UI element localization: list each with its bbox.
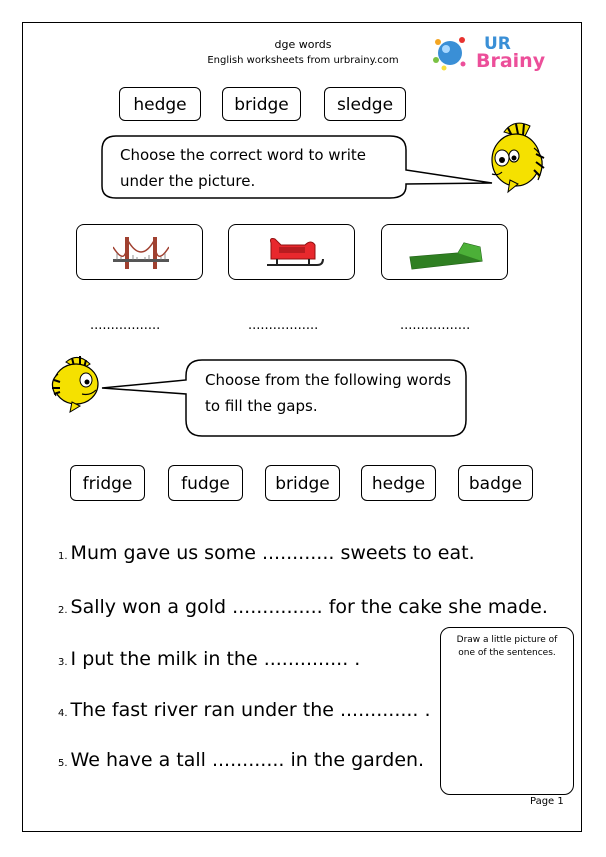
word-card-badge: badge: [458, 465, 533, 501]
sentence-text: The fast river ran under the ............. .: [70, 699, 431, 721]
picture-box-3: [381, 224, 508, 280]
page-title: dge words: [274, 38, 332, 51]
page-subtitle: English worksheets from urbrainy.com: [207, 55, 399, 66]
sentence-text: Mum gave us some ............ sweets to eat.: [70, 542, 475, 564]
hedge-icon: [408, 237, 484, 271]
sentence-5: [58, 749, 424, 771]
draw-box-line-1: Draw a little picture of: [456, 635, 558, 645]
page-number: Page 1: [530, 796, 564, 807]
sentence-3: [58, 648, 360, 670]
sentence-1: [58, 542, 475, 564]
speech-bubble-2: [100, 358, 470, 440]
sentence-number: 2.: [58, 605, 68, 616]
sentence-number: 1.: [58, 551, 68, 562]
word-card-sledge: sledge: [324, 87, 406, 121]
word-card-hedge: hedge: [119, 87, 201, 121]
word-card-bridge: bridge: [265, 465, 340, 501]
word-card-bridge: bridge: [222, 87, 301, 121]
word-card-hedge: hedge: [361, 465, 436, 501]
draw-box-line-2: one of the sentences.: [458, 648, 556, 658]
bubble-2-line-2: to fill the gaps.: [205, 397, 318, 415]
sledge-icon: [265, 235, 325, 271]
sentence-2: [58, 596, 548, 618]
bubble-1-line-2: under the picture.: [120, 172, 256, 190]
sentence-text: We have a tall ............ in the garden.: [70, 749, 425, 771]
urbrainy-logo: [430, 28, 550, 78]
sentence-text: Sally won a gold ............... for the cake she made.: [70, 596, 548, 618]
picture-box-2: [228, 224, 355, 280]
word-card-fridge: fridge: [70, 465, 145, 501]
bridge-icon: [113, 233, 169, 273]
bubble-1-line-1: Choose the correct word to write: [120, 146, 366, 164]
logo-text-bottom: Brainy: [476, 50, 546, 72]
picture-box-1: [76, 224, 203, 280]
answer-blank-3[interactable]: .................: [400, 318, 471, 333]
bubble-2-line-1: Choose from the following words: [205, 371, 452, 389]
sentence-number: 3.: [58, 657, 68, 668]
fish-mascot-icon: [46, 352, 104, 414]
speech-bubble-1: [100, 134, 520, 204]
sentence-number: 4.: [58, 708, 68, 719]
answer-blank-1[interactable]: .................: [90, 318, 161, 333]
fish-mascot-icon: [484, 118, 550, 198]
sentence-text: I put the milk in the .............. .: [70, 648, 361, 670]
answer-blank-2[interactable]: .................: [248, 318, 319, 333]
logo-text-top: UR: [484, 34, 511, 54]
sentence-number: 5.: [58, 758, 68, 769]
word-card-fudge: fudge: [168, 465, 243, 501]
draw-picture-box[interactable]: [440, 627, 574, 795]
sentence-4: [58, 699, 431, 721]
